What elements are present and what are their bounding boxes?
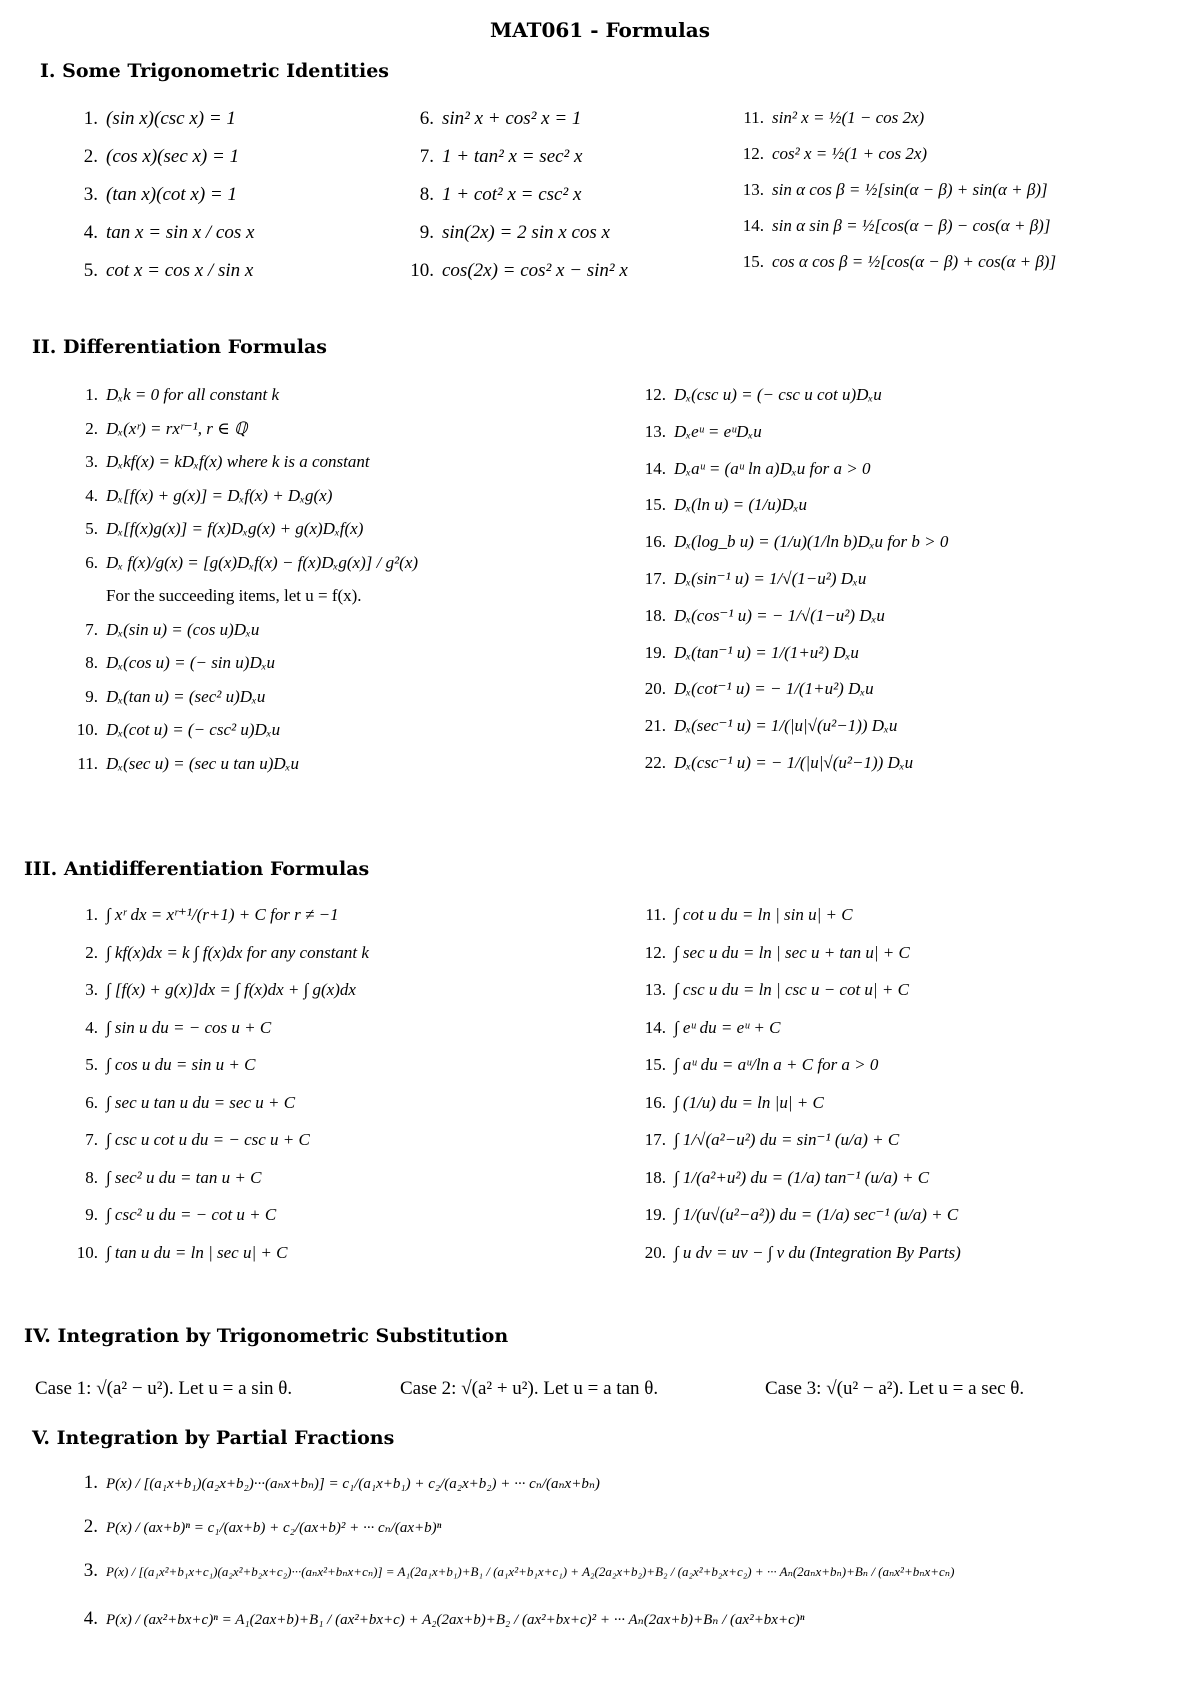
anti-item [640, 1018, 1195, 1056]
formula-number: 15. [644, 1055, 666, 1074]
formula-text: Dₓ[f(x)g(x)] = f(x)Dₓg(x) + g(x)Dₓf(x) [106, 519, 364, 538]
trig-item [738, 252, 1198, 288]
formula-text: ∫ u dv = uv − ∫ v du (Integration By Parts) [674, 1242, 961, 1262]
formula-text: ∫ csc u cot u du = − csc u + C [106, 1130, 310, 1149]
diff-item [72, 385, 632, 419]
formula-text: ∫ csc u du = ln | csc u − cot u| + C [674, 980, 909, 999]
diff-item [72, 653, 632, 687]
diff-item [72, 519, 632, 553]
anti-item [72, 1243, 632, 1281]
anti-item [640, 1205, 1195, 1243]
formula-number: 21. [644, 716, 666, 736]
formula-text: P(x) / [(a₁x²+b₁x+c₁)(a₂x²+b₂x+c₂)···(aₙx²+bₙx+cₙ)] = A₁(2a₁x+b₁)+B₁ / (a₁x²+b₁x+c₁) + A₂(2a₂x+b₂)+B₂ / (a₂x²+b₂x+c₂) + ··· Aₙ(2aₙx+bₙ)+Bₙ / (aₙx²+bₙx+cₙ) [106, 1564, 955, 1579]
anti-item [640, 1055, 1195, 1093]
diff-item [72, 452, 632, 486]
formula-text: ∫ xʳ dx = xʳ⁺¹/(r+1) + C for r ≠ −1 [106, 905, 339, 924]
formula-number: 14. [644, 458, 666, 478]
diff-column-2 [640, 385, 1195, 790]
trig-item [72, 260, 412, 298]
diff-item [640, 643, 1195, 680]
anti-item [640, 1243, 1195, 1281]
trig-item [408, 222, 758, 260]
formula-number: 20. [644, 1242, 666, 1262]
formula-number: 12. [644, 385, 666, 404]
formula-text: ∫ eᵘ du = eᵘ + C [674, 1017, 781, 1037]
formula-number: 2. [85, 418, 98, 438]
formula-number: 6. [85, 552, 98, 572]
diff-item [640, 716, 1195, 753]
anti-item [72, 1093, 632, 1131]
anti-item [72, 1130, 632, 1168]
formula-text: sin² x + cos² x = 1 [442, 108, 582, 129]
anti-item [72, 905, 632, 943]
diff-item [640, 495, 1195, 532]
formula-text: sin α sin β = ½[cos(α − β) − cos(α + β)] [772, 216, 1051, 235]
diff-item [72, 586, 632, 620]
formula-text: ∫ [f(x) + g(x)]dx = ∫ f(x)dx + ∫ g(x)dx [106, 980, 356, 999]
anti-item [640, 943, 1195, 981]
formula-text: Dₓ(sec u) = (sec u tan u)Dₓu [106, 753, 299, 773]
formula-number: 19. [644, 642, 666, 662]
formula-text: P(x) / (ax+b)ⁿ = c₁/(ax+b) + c₂/(ax+b)² + ··· cₙ/(ax+b)ⁿ [106, 1520, 442, 1536]
formula-number: 19. [644, 1205, 666, 1224]
partial-fraction-item [72, 1560, 1192, 1608]
formula-text: Dₓ(tan u) = (sec² u)Dₓu [106, 686, 266, 706]
trig-item [408, 260, 758, 298]
formula-text: Dₓ f(x)/g(x) = [g(x)Dₓf(x) − f(x)Dₓg(x)] / g²(x) [106, 552, 419, 572]
trig-item [72, 108, 412, 146]
formula-number: 14. [742, 216, 764, 235]
formula-number: 1. [83, 1472, 98, 1493]
trig-column-3 [738, 108, 1198, 288]
formula-text: (sin x)(csc x) = 1 [106, 108, 236, 129]
formula-text: ∫ cot u du = ln | sin u| + C [674, 905, 853, 924]
trig-item [72, 184, 412, 222]
formula-number: 9. [419, 222, 434, 243]
formula-number: 15. [742, 252, 764, 271]
trig-item [72, 146, 412, 184]
formula-number: 6. [419, 108, 434, 129]
trig-item [738, 144, 1198, 180]
formula-number: 8. [419, 184, 434, 205]
formula-text: Dₓ(cot u) = (− csc² u)Dₓu [106, 720, 281, 739]
section-heading-anti: III. Antidifferentiation Formulas [24, 858, 370, 880]
diff-item [640, 532, 1195, 569]
trig-item [738, 108, 1198, 144]
formula-text: Dₓk = 0 for all constant k [106, 385, 280, 404]
formula-text: cos α cos β = ½[cos(α − β) + cos(α + β)] [772, 252, 1057, 271]
formula-number: 11. [77, 753, 98, 773]
page-title: MAT061 - Formulas [490, 18, 710, 42]
partial-fraction-item [72, 1472, 1192, 1516]
diff-item [72, 687, 632, 721]
formula-number: 14. [644, 1017, 666, 1037]
diff-column-1 [72, 385, 632, 787]
formula-text: ∫ kf(x)dx = k ∫ f(x)dx for any constant k [106, 942, 369, 962]
diff-item [640, 606, 1195, 643]
formula-text: cos(2x) = cos² x − sin² x [442, 260, 628, 281]
trig-item [738, 216, 1198, 252]
formula-text: ∫ csc² u du = − cot u + C [106, 1205, 277, 1224]
formula-text: sin(2x) = 2 sin x cos x [442, 222, 610, 243]
formula-number: 15. [644, 495, 666, 515]
formula-number: 16. [644, 1092, 666, 1112]
trig-item [72, 222, 412, 260]
formula-text: Dₓ(csc⁻¹ u) = − 1/(|u|√(u²−1)) Dₓu [674, 752, 914, 772]
formula-number: 4. [85, 1017, 98, 1037]
formula-number: 3. [83, 1560, 98, 1581]
trig-column-1 [72, 108, 412, 298]
formula-number: 5. [83, 260, 98, 281]
anti-column-1 [72, 905, 632, 1280]
formula-text: For the succeeding items, let u = f(x). [106, 586, 362, 605]
formula-text: 1 + cot² x = csc² x [442, 184, 582, 205]
diff-item [72, 754, 632, 788]
formula-number: 1. [85, 385, 98, 404]
anti-item [72, 980, 632, 1018]
formula-number: 9. [85, 1205, 98, 1224]
section-heading-diff: II. Differentiation Formulas [32, 336, 327, 358]
formula-text: ∫ sin u du = − cos u + C [106, 1017, 272, 1037]
formula-number: 7. [85, 1130, 98, 1149]
formula-text: Dₓ(log_b u) = (1/u)(1/ln b)Dₓu for b > 0 [674, 532, 949, 552]
anti-item [640, 1130, 1195, 1168]
anti-column-2 [640, 905, 1195, 1280]
formula-text: ∫ sec u tan u du = sec u + C [106, 1092, 296, 1112]
formula-text: ∫ sec² u du = tan u + C [106, 1167, 262, 1187]
formula-text: Dₓ(csc u) = (− csc u cot u)Dₓu [674, 385, 882, 404]
formula-text: Dₓ(ln u) = (1/u)Dₓu [674, 495, 808, 515]
formula-number: 5. [85, 1055, 98, 1074]
formula-number: 18. [644, 605, 666, 625]
formula-text: Dₓ(cos u) = (− sin u)Dₓu [106, 653, 276, 672]
formula-number: 5. [85, 519, 98, 538]
trig-item [408, 184, 758, 222]
formula-number: 10. [410, 260, 434, 281]
formula-number: 3. [85, 980, 98, 999]
diff-item [72, 620, 632, 654]
formula-text: Dₓ(sin⁻¹ u) = 1/√(1−u²) Dₓu [674, 568, 867, 588]
trig-column-2 [408, 108, 758, 298]
trig-item [738, 180, 1198, 216]
formula-number: 2. [83, 146, 98, 167]
formula-text: ∫ tan u du = ln | sec u| + C [106, 1242, 288, 1262]
formula-text: P(x) / [(a₁x+b₁)(a₂x+b₂)···(aₙx+bₙ)] = c₁/(a₁x+b₁) + c₂/(a₂x+b₂) + ··· cₙ/(aₙx+bₙ) [106, 1476, 600, 1492]
formula-number: 8. [85, 653, 98, 672]
trig-item [408, 146, 758, 184]
anti-item [640, 1093, 1195, 1131]
formula-number: 12. [644, 942, 666, 962]
formula-number: 17. [644, 568, 666, 588]
formula-number: 2. [83, 1516, 98, 1537]
formula-number: 2. [85, 942, 98, 962]
formula-number: 6. [85, 1092, 98, 1112]
formula-number: 20. [644, 679, 666, 699]
formula-text: ∫ cos u du = sin u + C [106, 1055, 256, 1074]
formula-text: ∫ 1/√(a²−u²) du = sin⁻¹ (u/a) + C [674, 1130, 900, 1149]
formula-number: 7. [419, 146, 434, 167]
formula-number: 7. [85, 619, 98, 639]
trig-item [408, 108, 758, 146]
formula-number: 17. [644, 1130, 666, 1149]
section-heading-partial: V. Integration by Partial Fractions [32, 1427, 395, 1449]
formula-number: 4. [83, 1608, 98, 1629]
formula-text: (cos x)(sec x) = 1 [106, 146, 240, 167]
diff-item [640, 385, 1195, 422]
formula-number: 22. [644, 752, 666, 772]
formula-text: ∫ aᵘ du = aᵘ/ln a + C for a > 0 [674, 1055, 879, 1074]
formula-text: P(x) / (ax²+bx+c)ⁿ = A₁(2ax+b)+B₁ / (ax²+bx+c) + A₂(2ax+b)+B₂ / (ax²+bx+c)² + ··· Aₙ(2ax+b)+Bₙ / (ax²+bx+c)ⁿ [106, 1612, 805, 1628]
formula-number: 3. [83, 184, 98, 205]
partial-fraction-item [72, 1608, 1192, 1656]
formula-number: 18. [644, 1167, 666, 1187]
formula-number: 10. [76, 720, 98, 739]
section-heading-trig: I. Some Trigonometric Identities [40, 60, 389, 82]
formula-text: ∫ sec u du = ln | sec u + tan u| + C [674, 942, 910, 962]
formula-text: Dₓeᵘ = eᵘDₓu [674, 421, 762, 441]
anti-item [640, 905, 1195, 943]
formula-text: Dₓ(cot⁻¹ u) = − 1/(1+u²) Dₓu [674, 679, 874, 699]
formula-text: ∫ (1/u) du = ln |u| + C [674, 1092, 824, 1112]
formula-text: 1 + tan² x = sec² x [442, 146, 583, 167]
diff-item [640, 422, 1195, 459]
diff-item [640, 459, 1195, 496]
formula-text: ∫ 1/(a²+u²) du = (1/a) tan⁻¹ (u/a) + C [674, 1167, 930, 1187]
case-1: Case 1: √(a² − u²). Let u = a sin θ. [35, 1378, 293, 1399]
partial-fraction-item [72, 1516, 1192, 1560]
formula-number: 11. [743, 108, 764, 127]
diff-item [72, 419, 632, 453]
formula-number: 9. [85, 686, 98, 706]
formula-number: 1. [85, 905, 98, 924]
diff-item [640, 679, 1195, 716]
partial-fractions-list [72, 1472, 1192, 1656]
formula-text: Dₓ(cos⁻¹ u) = − 1/√(1−u²) Dₓu [674, 605, 885, 625]
anti-item [640, 980, 1195, 1018]
formula-text: Dₓaᵘ = (aᵘ ln a)Dₓu for a > 0 [674, 458, 871, 478]
formula-text: sin α cos β = ½[sin(α − β) + sin(α + β)] [772, 180, 1048, 199]
formula-number: 3. [85, 452, 98, 471]
diff-item [72, 720, 632, 754]
formula-text: Dₓ(sec⁻¹ u) = 1/(|u|√(u²−1)) Dₓu [674, 716, 898, 736]
formula-number: 13. [742, 180, 764, 199]
formula-number: 4. [85, 485, 98, 505]
formula-text: Dₓ[f(x) + g(x)] = Dₓf(x) + Dₓg(x) [106, 485, 333, 505]
formula-text: cos² x = ½(1 + cos 2x) [772, 144, 928, 163]
formula-number: 10. [76, 1242, 98, 1262]
formula-text: Dₓkf(x) = kDₓf(x) where k is a constant [106, 452, 370, 471]
formula-text: Dₓ(sin u) = (cos u)Dₓu [106, 619, 260, 639]
formula-number: 13. [644, 421, 666, 441]
formula-text: ∫ 1/(u√(u²−a²)) du = (1/a) sec⁻¹ (u/a) + C [674, 1205, 959, 1224]
case-3: Case 3: √(u² − a²). Let u = a sec θ. [765, 1378, 1025, 1399]
anti-item [72, 1168, 632, 1206]
formula-text: (tan x)(cot x) = 1 [106, 184, 237, 205]
section-heading-trigsub: IV. Integration by Trigonometric Substitution [24, 1325, 509, 1347]
anti-item [72, 1018, 632, 1056]
formula-number: 11. [645, 905, 666, 924]
formula-text: sin² x = ½(1 − cos 2x) [772, 108, 925, 127]
anti-item [72, 943, 632, 981]
formula-number: 16. [644, 532, 666, 552]
anti-item [72, 1205, 632, 1243]
diff-item [72, 486, 632, 520]
formula-text: cot x = cos x / sin x [106, 260, 254, 281]
diff-item [640, 753, 1195, 790]
anti-item [640, 1168, 1195, 1206]
formula-text: tan x = sin x / cos x [106, 222, 255, 243]
formula-number: 4. [83, 222, 98, 243]
formula-number: 8. [85, 1167, 98, 1187]
formula-text: Dₓ(tan⁻¹ u) = 1/(1+u²) Dₓu [674, 642, 859, 662]
diff-item [72, 553, 632, 587]
diff-item [640, 569, 1195, 606]
formula-number: 13. [644, 980, 666, 999]
formula-text: Dₓ(xʳ) = rxʳ⁻¹, r ∈ ℚ [106, 418, 248, 438]
formula-number: 1. [83, 108, 98, 129]
anti-item [72, 1055, 632, 1093]
formula-number: 12. [742, 144, 764, 163]
case-2: Case 2: √(a² + u²). Let u = a tan θ. [400, 1378, 659, 1399]
